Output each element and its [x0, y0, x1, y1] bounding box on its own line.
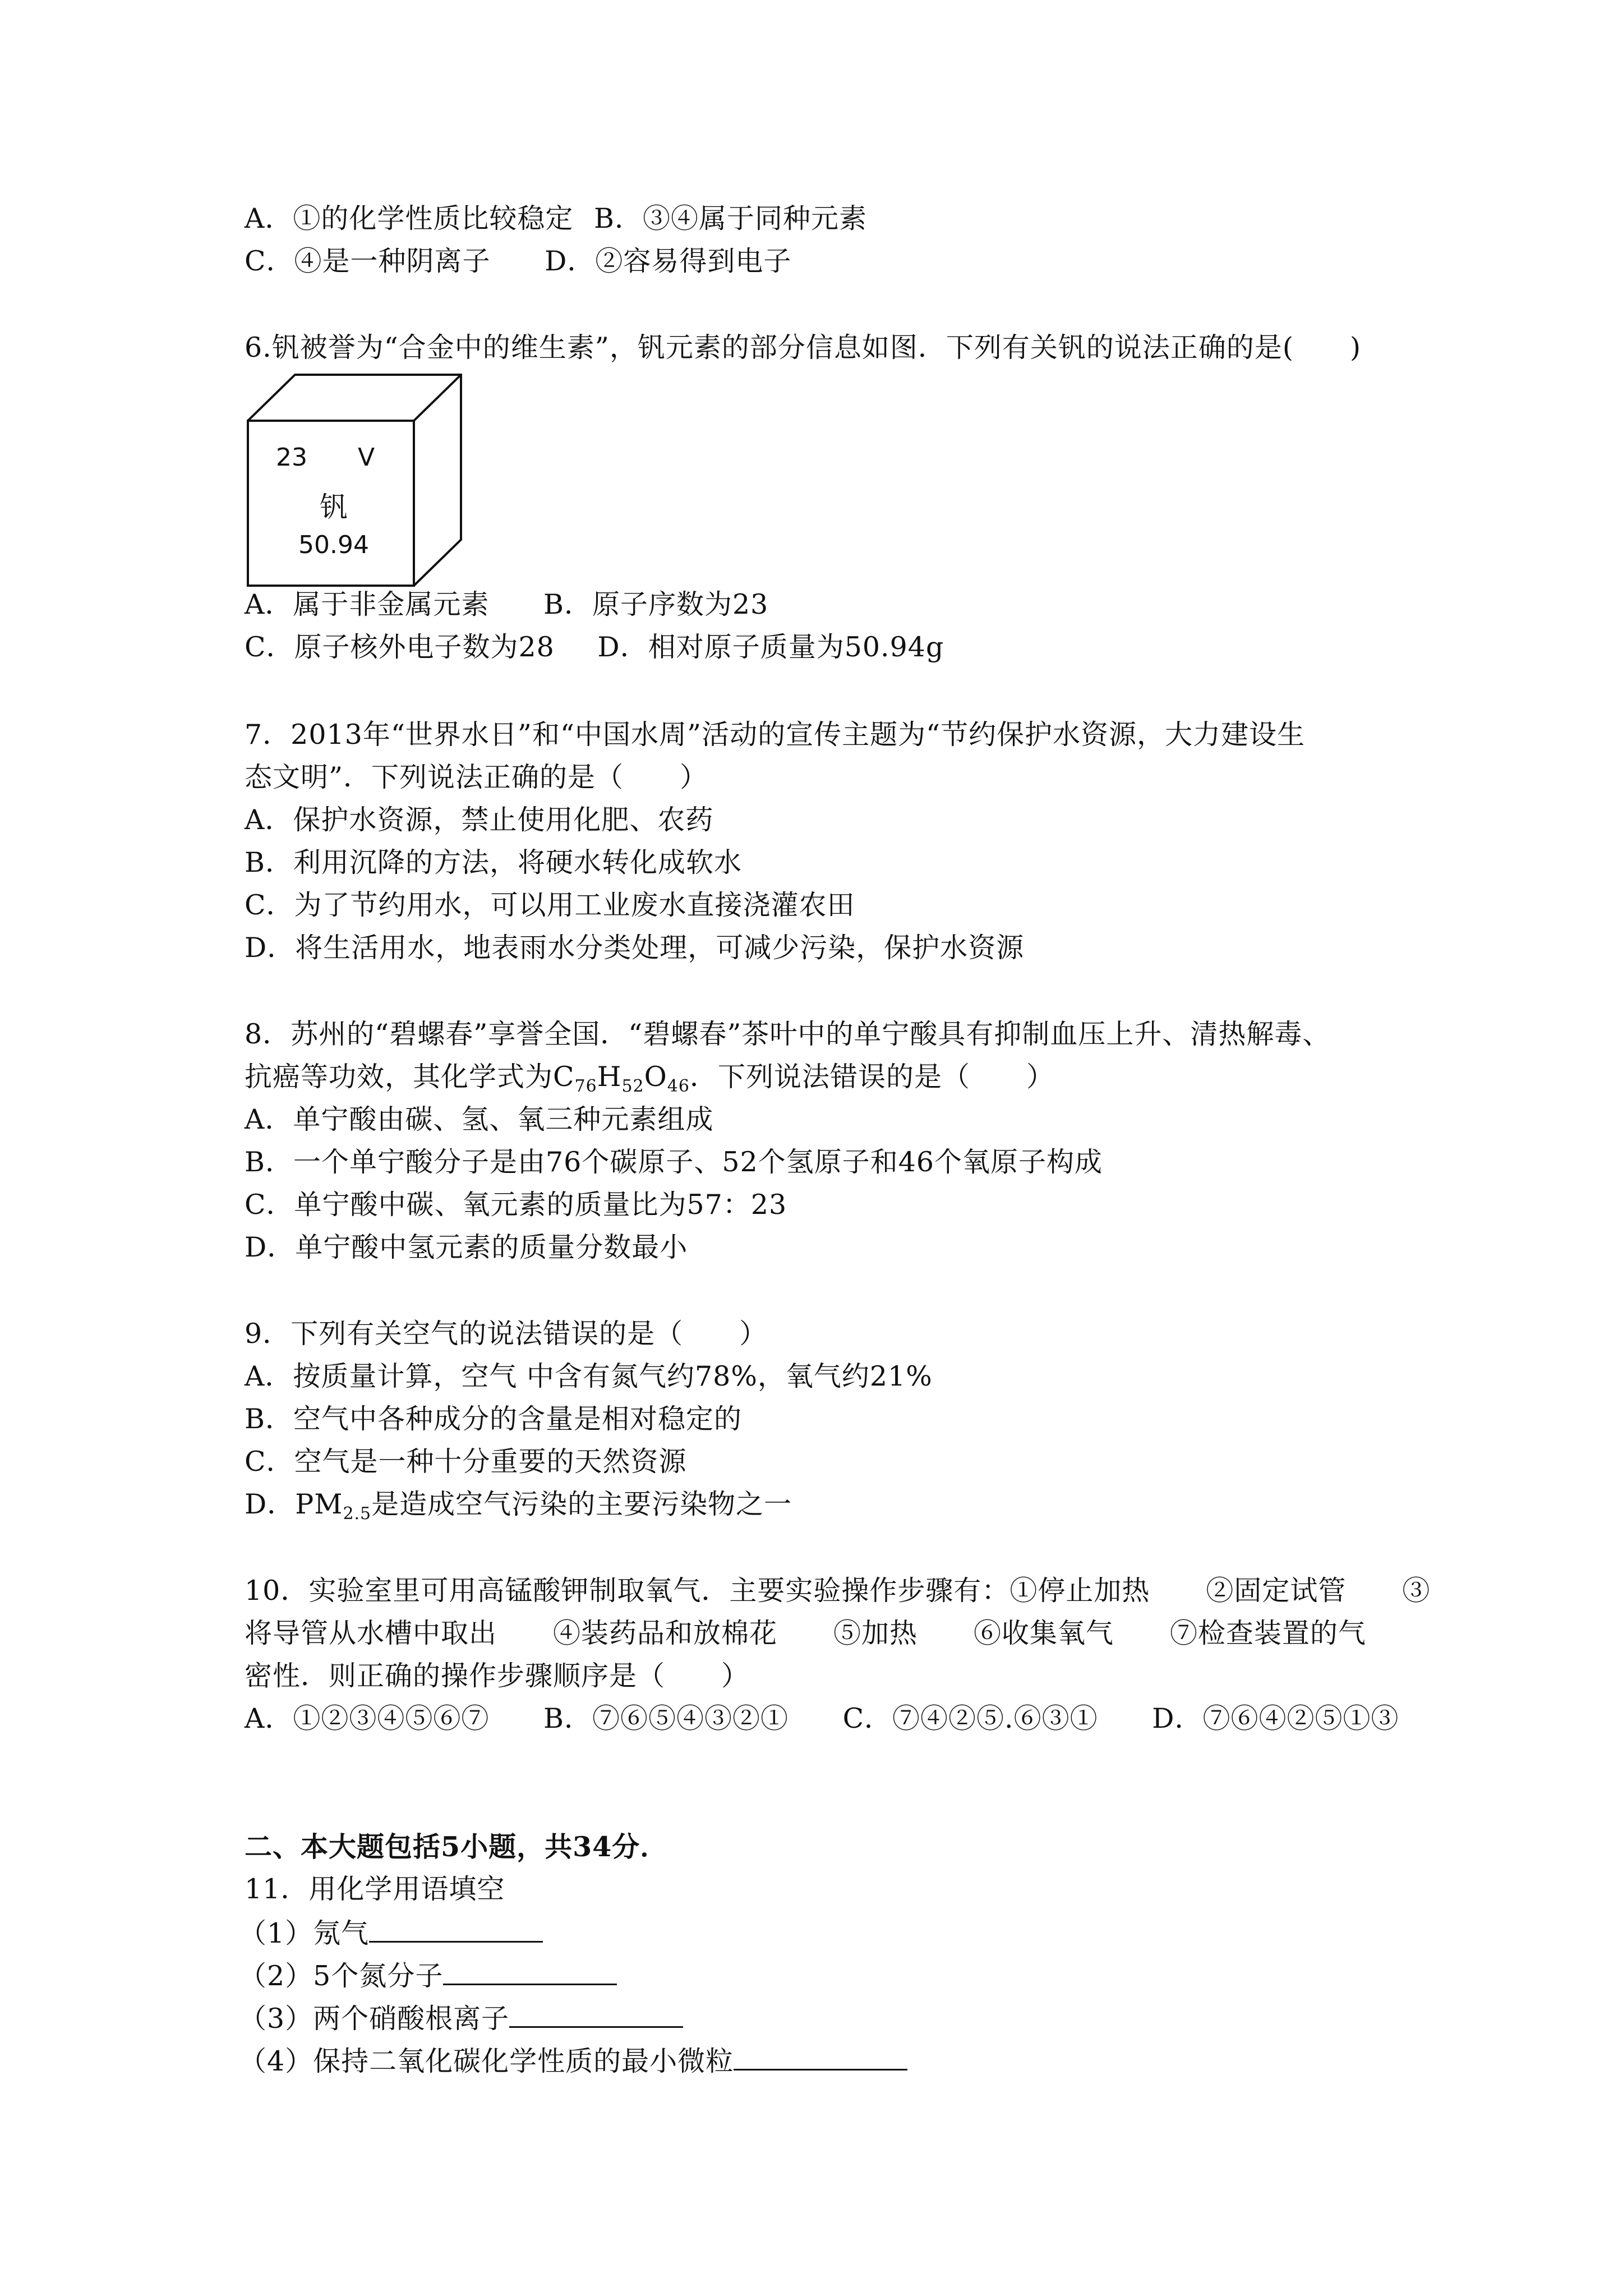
q9-option-b: B．空气中各种成分的含量是相对稳定的 [245, 1403, 743, 1435]
formula-c: C [553, 1061, 575, 1093]
q10-options-row [245, 1702, 1399, 1736]
q5-option-c: C．④是一种阴离子 [245, 245, 491, 277]
q7-option-d: D．将生活用水，地表雨水分类处理，可减少污染，保护水资源 [245, 932, 1025, 964]
q11-answer-blank-4[interactable] [734, 2043, 907, 2070]
q11-item-4-text: （4）保持二氧化碳化学性质的最小微粒 [239, 2045, 734, 2077]
element-symbol: V [358, 443, 375, 472]
formula-h: H [597, 1061, 622, 1093]
q6-stem: 6.钒被誉为“合金中的维生素”，钒元素的部分信息如图．下列有关钒的说法正确的是( ) [245, 332, 1362, 364]
formula-c-count: 76 [574, 1076, 597, 1096]
q8-stem-pre: 抗癌等功效，其化学式为 [245, 1061, 554, 1093]
element-name: 钒 [320, 491, 348, 523]
q6-options-row-2 [245, 631, 944, 664]
q11-item-1-text: （1）氖气 [239, 1917, 370, 1949]
q5-option-b: B．③④属于同种元素 [593, 203, 867, 234]
q11-item-3-text: （3）两个硝酸根离子 [239, 2003, 510, 2035]
q11-answer-blank-1[interactable] [369, 1915, 543, 1943]
q5-option-a: A．①的化学性质比较稳定 [245, 203, 574, 234]
q11-item-2 [239, 1958, 617, 1993]
q8-option-d: D．单宁酸中氢元素的质量分数最小 [245, 1231, 688, 1263]
q9-option-a: A．按质量计算，空气 中含有氮气约78%，氧气约21% [245, 1360, 933, 1392]
q9-option-c: C．空气是一种十分重要的天然资源 [245, 1446, 687, 1478]
q7-stem-line-1: 7．2013年“世界水日”和“中国水周”活动的宣传主题为“节约保护水资源，大力建设生 [245, 719, 1306, 751]
q6-option-c: C．原子核外电子数为28 [245, 631, 555, 663]
q10-stem-line-3: 密性．则正确的操作步骤顺序是（ ） [245, 1660, 750, 1692]
q10-option-b: B．⑦⑥⑤④③②① [543, 1703, 789, 1734]
q11-answer-blank-3[interactable] [509, 2000, 683, 2028]
q8-option-b: B．一个单宁酸分子是由76个碳原子、52个氢原子和46个氧原子构成 [245, 1146, 1103, 1178]
q9-stem: 9．下列有关空气的说法错误的是（ ） [245, 1318, 768, 1350]
q5-options-row-2 [245, 245, 791, 278]
q10-option-c: C．⑦④②⑤.⑥③① [842, 1703, 1098, 1734]
formula-h-count: 52 [621, 1076, 644, 1096]
q11-item-3 [239, 2000, 683, 2036]
q11-item-2-text: （2）5个氮分子 [239, 1960, 444, 1992]
q8-option-c: C．单宁酸中碳、氧元素的质量比为57：23 [245, 1189, 787, 1221]
q8-stem-post: ．下列说法错误的是（ ） [689, 1061, 1054, 1093]
q5-options-row-1 [245, 202, 867, 236]
q7-stem-line-2: 态文明”．下列说法正确的是（ ） [245, 761, 708, 793]
element-atomic-number: 23 [276, 443, 307, 472]
q7-option-a: A．保护水资源，禁止使用化肥、农药 [245, 804, 714, 836]
q11-item-1 [239, 1915, 543, 1950]
q9-option-d-pre: D．PM [245, 1488, 343, 1520]
q5-option-d: D．②容易得到电子 [545, 245, 792, 277]
q11-item-4 [239, 2043, 907, 2078]
vanadium-element-cube [247, 374, 471, 587]
q11-answer-blank-2[interactable] [443, 1958, 617, 1985]
q6-options-row-1 [245, 588, 768, 622]
q8-option-a: A．单宁酸由碳、氢、氧三种元素组成 [245, 1103, 714, 1135]
q9-option-d-post: 是造成空气污染的主要污染物之一 [371, 1488, 792, 1520]
formula-o: O [644, 1061, 667, 1093]
q7-option-b: B．利用沉降的方法，将硬水转化成软水 [245, 846, 743, 878]
q6-option-b: B．原子序数为23 [543, 588, 769, 620]
q6-option-d: D．相对原子质量为50.94g [597, 631, 944, 663]
q10-option-d: D．⑦⑥④②⑤①③ [1152, 1703, 1399, 1734]
q8-stem-line-2 [245, 1060, 1054, 1094]
q7-option-c: C．为了节约用水，可以用工业废水直接浇灌农田 [245, 889, 855, 921]
q10-stem-line-1: 10．实验室里可用高锰酸钾制取氧气．主要实验操作步骤有：①停止加热 ②固定试管 ③ [245, 1575, 1431, 1607]
q10-stem-line-2: 将导管从水槽中取出 ④装药品和放棉花 ⑤加热 ⑥收集氧气 ⑦检查装置的气 [245, 1617, 1367, 1649]
q6-option-a: A．属于非金属元素 [245, 588, 490, 620]
q10-option-a: A．①②③④⑤⑥⑦ [245, 1703, 490, 1734]
q11-stem: 11．用化学用语填空 [245, 1873, 505, 1905]
section-2-heading: 二、本大题包括5小题，共34分． [245, 1830, 668, 1863]
q9-option-d-sub: 2.5 [343, 1504, 372, 1524]
q8-stem-line-1: 8．苏州的“碧螺春”享誉全国．“碧螺春”茶叶中的单宁酸具有抑制血压上升、清热解毒、 [245, 1018, 1331, 1050]
q8-formula [553, 1061, 690, 1096]
element-atomic-mass: 50.94 [298, 531, 369, 559]
formula-o-count: 46 [667, 1076, 690, 1096]
q9-option-d [245, 1488, 792, 1524]
